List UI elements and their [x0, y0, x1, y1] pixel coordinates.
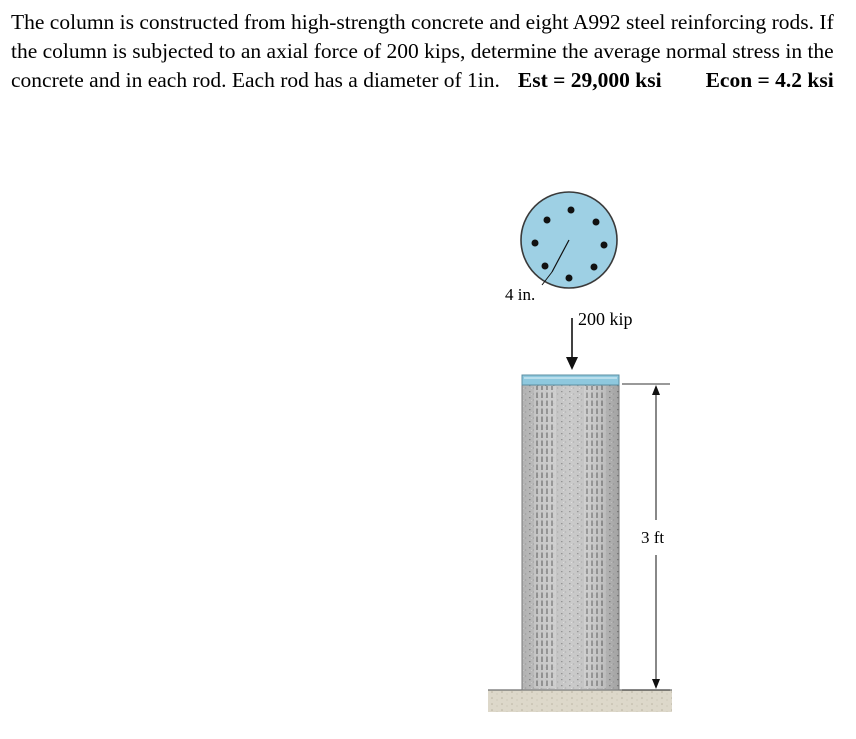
- ground: [488, 690, 672, 712]
- column-cap: [522, 375, 619, 385]
- concrete-modulus: Econ = 4.2 ksi: [705, 68, 834, 92]
- load-arrow: [566, 318, 578, 370]
- steel-modulus: Est = 29,000 ksi: [517, 68, 662, 92]
- load-label: 200 kip: [578, 309, 633, 329]
- height-label: 3 ft: [641, 528, 665, 547]
- rebar-dot: [601, 242, 608, 249]
- cross-section: [521, 192, 617, 288]
- rebar-dot: [591, 264, 598, 271]
- column: [522, 384, 619, 690]
- rebar-dot: [566, 275, 573, 282]
- rebar-dot: [593, 219, 600, 226]
- diameter-label: 4 in.: [505, 285, 536, 304]
- rebar-dot: [542, 263, 549, 270]
- rebar-dot: [532, 240, 539, 247]
- rebar-dot: [544, 217, 551, 224]
- problem-text: The column is constructed from high-strength concrete and eight A992 steel reinforcing rods. If the column is subjected to an axial force of 200 kips, determine the average normal stress in the concrete and in each rod. Each rod has a diameter of 1in.: [11, 10, 834, 92]
- rebar-dot: [568, 207, 575, 214]
